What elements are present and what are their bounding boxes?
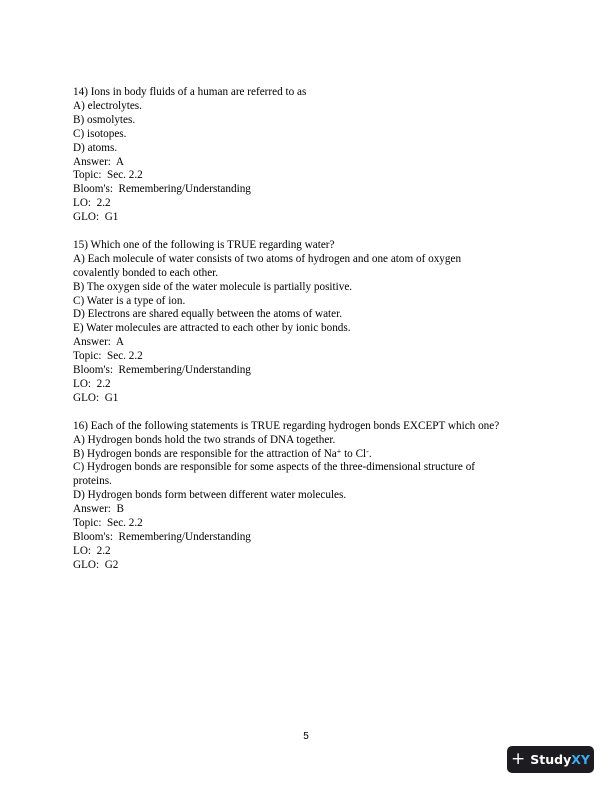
topic: Topic: Sec. 2.2 (73, 517, 143, 530)
blooms: Bloom's: Remembering/Understanding (73, 530, 251, 543)
option-c: C) Hydrogen bonds are responsible for some aspects of the three-dimensional structure of (73, 461, 476, 474)
learning-objective: LO: 2.2 (73, 378, 111, 391)
sodium-charge: + (336, 446, 342, 456)
option-a-continued: covalently bonded to each other. (73, 266, 219, 279)
option-c-continued: proteins. (73, 475, 112, 488)
learning-objective: LO: 2.2 (73, 544, 111, 557)
question-14 (73, 86, 543, 225)
studyxy-logo-text (530, 752, 590, 767)
option-b-text: B) Hydrogen bonds are responsible for the attraction of Na (73, 447, 337, 460)
logo-study: Study (530, 752, 572, 767)
option-d: D) atoms. (73, 141, 118, 154)
studyxy-badge[interactable] (507, 746, 594, 773)
option-b: B) osmolytes. (73, 113, 136, 126)
option-c: C) isotopes. (73, 127, 127, 140)
glo: GLO: G1 (73, 211, 119, 224)
blooms: Bloom's: Remembering/Understanding (73, 364, 251, 377)
answer: Answer: A (73, 336, 124, 349)
option-b (73, 448, 543, 462)
option-d: D) Hydrogen bonds form between different water molecules. (73, 489, 347, 502)
document-body (73, 86, 543, 573)
option-e: E) Water molecules are attracted to each other by ionic bonds. (73, 322, 351, 335)
page-number: 5 (303, 731, 309, 742)
answer: Answer: B (73, 503, 124, 516)
blooms: Bloom's: Remembering/Understanding (73, 183, 251, 196)
glo: GLO: G1 (73, 391, 119, 404)
option-b: B) The oxygen side of the water molecule is partially positive. (73, 280, 353, 293)
option-a: A) electrolytes. (73, 99, 142, 112)
option-c: C) Water is a type of ion. (73, 294, 186, 307)
option-b-mid: to Cl (341, 447, 367, 460)
plus-icon: + (511, 748, 526, 769)
chloride-charge: - (366, 446, 369, 456)
option-b-end: . (368, 447, 372, 460)
question-text: 14) Ions in body fluids of a human are referred to as (73, 86, 307, 98)
question-text: 15) Which one of the following is TRUE regarding water? (73, 238, 335, 251)
question-15 (73, 239, 543, 406)
question-16 (73, 420, 543, 573)
topic: Topic: Sec. 2.2 (73, 169, 143, 182)
option-a: A) Each molecule of water consists of two atoms of hydrogen and one atom of oxygen (73, 252, 462, 265)
logo-xy: XY (571, 752, 590, 767)
glo: GLO: G2 (73, 558, 119, 571)
option-a: A) Hydrogen bonds hold the two strands of DNA together. (73, 433, 336, 446)
answer: Answer: A (73, 155, 124, 168)
option-d: D) Electrons are shared equally between the atoms of water. (73, 308, 343, 321)
topic: Topic: Sec. 2.2 (73, 350, 143, 363)
learning-objective: LO: 2.2 (73, 197, 111, 210)
question-text: 16) Each of the following statements is TRUE regarding hydrogen bonds EXCEPT which one? (73, 419, 500, 432)
